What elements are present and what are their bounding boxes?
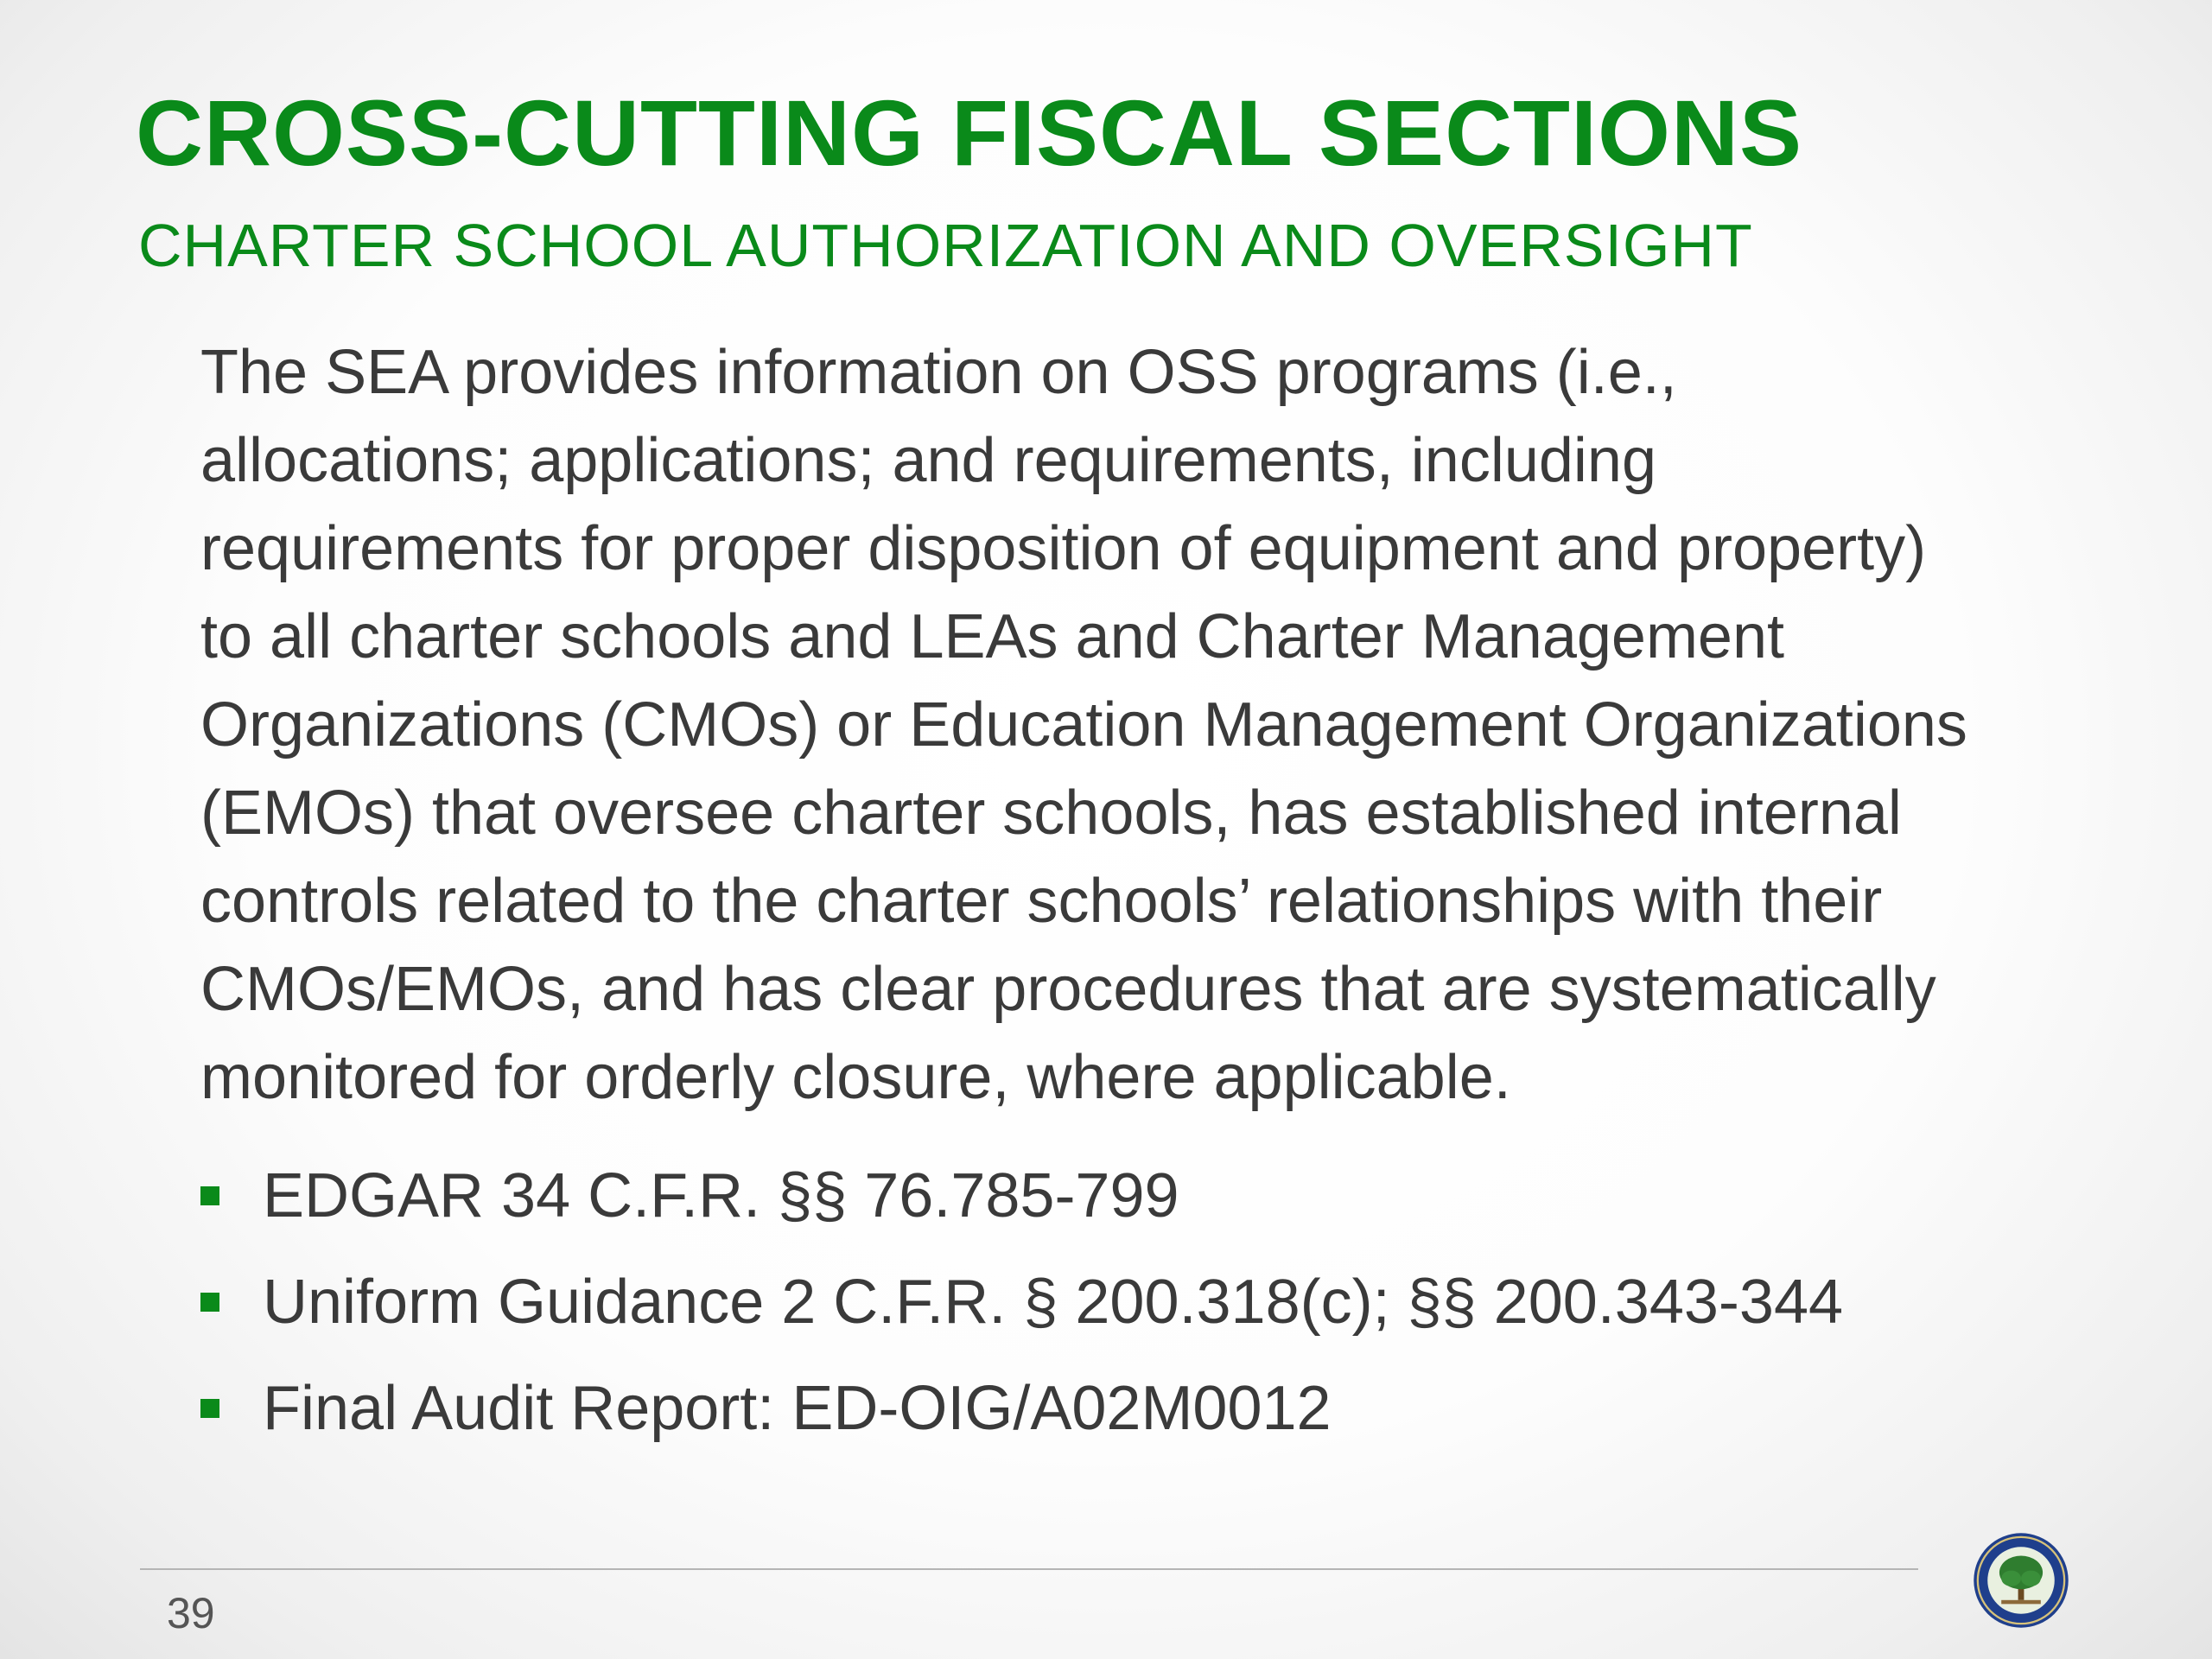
citation-list: [200, 1142, 1843, 1461]
body-line: CMOs/EMOs, and has clear procedures that are systematically: [200, 955, 1936, 1024]
citation-item: [200, 1355, 1843, 1461]
slide-subtitle: CHARTER SCHOOL AUTHORIZATION AND OVERSIGHT: [138, 212, 1753, 279]
citation-item: [200, 1249, 1843, 1355]
body-line: controls related to the charter schools’ relationships with their: [200, 867, 1883, 936]
body-line: Organizations (CMOs) or Education Management Organizations: [200, 690, 1967, 760]
body-line: allocations; applications; and requirements, including: [200, 426, 1657, 495]
body-paragraph: [200, 328, 2101, 1122]
department-of-education-seal-icon: [1972, 1531, 2070, 1630]
body-line: monitored for orderly closure, where applicable.: [200, 1043, 1511, 1112]
citation-text: EDGAR 34 C.F.R. §§ 76.785-799: [263, 1160, 1179, 1230]
body-line: requirements for proper disposition of equipment and property): [200, 514, 1927, 583]
body-line: The SEA provides information on OSS programs (i.e.,: [200, 338, 1677, 407]
slide-title: CROSS-CUTTING FISCAL SECTIONS: [136, 80, 1803, 185]
page-number: 39: [167, 1589, 215, 1637]
body-line: (EMOs) that oversee charter schools, has established internal: [200, 779, 1902, 848]
citation-text: Uniform Guidance 2 C.F.R. § 200.318(c); §§ 200.343-344: [263, 1267, 1844, 1337]
citation-text: Final Audit Report: ED-OIG/A02M0012: [263, 1373, 1332, 1443]
square-bullet-icon: [200, 1399, 219, 1418]
body-line: to all charter schools and LEAs and Charter Management: [200, 602, 1785, 671]
footer-divider: [140, 1568, 1918, 1570]
square-bullet-icon: [200, 1186, 219, 1205]
citation-item: [200, 1142, 1843, 1249]
square-bullet-icon: [200, 1293, 219, 1312]
